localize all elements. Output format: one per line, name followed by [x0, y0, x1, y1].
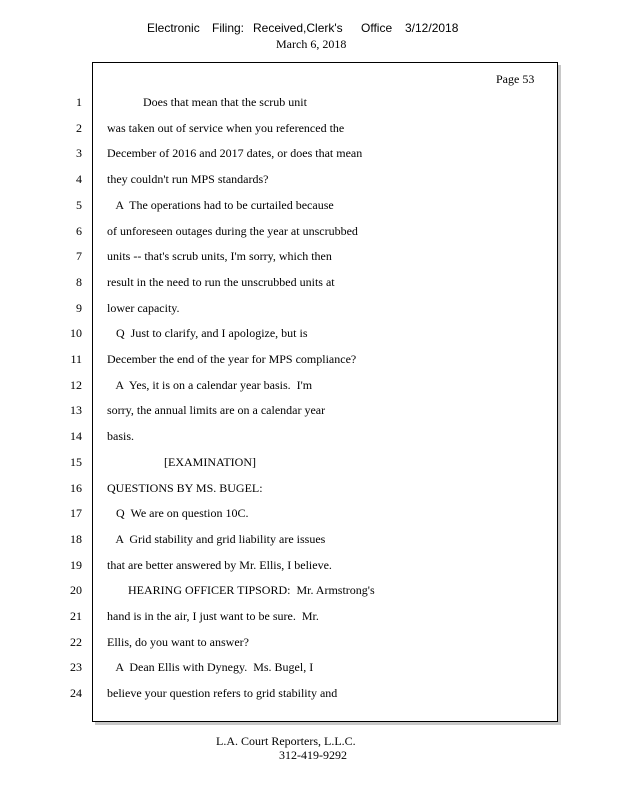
line-number: 17: [70, 506, 82, 520]
line-text: Q Just to clarify, and I apologize, but is: [107, 326, 308, 340]
footer-company: L.A. Court Reporters, L.L.C.: [216, 734, 356, 748]
line-text: Ellis, do you want to answer?: [107, 635, 249, 649]
line-text: QUESTIONS BY MS. BUGEL:: [107, 481, 263, 495]
line-number: 3: [76, 146, 82, 160]
line-number: 20: [70, 583, 82, 597]
line-number: 7: [76, 249, 82, 263]
line-text: units -- that's scrub units, I'm sorry, which then: [107, 249, 332, 263]
header-received-clerks: Received,Clerk's: [253, 21, 343, 35]
transcript-date: March 6, 2018: [276, 37, 347, 51]
line-text: that are better answered by Mr. Ellis, I believe.: [107, 558, 332, 572]
line-number: 24: [70, 686, 82, 700]
line-text: Q We are on question 10C.: [107, 506, 249, 520]
header-office: Office: [361, 21, 393, 35]
line-number: 21: [70, 609, 82, 623]
header-electronic: Electronic: [147, 21, 200, 35]
line-number: 6: [76, 224, 82, 238]
line-text: they couldn't run MPS standards?: [107, 172, 269, 186]
header-filing: Filing:: [212, 21, 245, 35]
line-number: 4: [76, 172, 82, 186]
line-number: 22: [70, 635, 82, 649]
line-number: 2: [76, 121, 82, 135]
page-number: Page 53: [496, 72, 535, 86]
line-text: A The operations had to be curtailed because: [107, 198, 334, 212]
line-number: 8: [76, 275, 82, 289]
line-number: 5: [76, 198, 82, 212]
line-number: 19: [70, 558, 82, 572]
line-text: basis.: [107, 429, 134, 443]
line-text: sorry, the annual limits are on a calendar year: [107, 403, 326, 417]
line-text: HEARING OFFICER TIPSORD: Mr. Armstrong's: [107, 583, 375, 597]
line-text: [EXAMINATION]: [107, 455, 256, 469]
line-text: result in the need to run the unscrubbed units at: [107, 275, 335, 289]
line-text: was taken out of service when you referenced the: [107, 121, 345, 135]
line-text: Does that mean that the scrub unit: [107, 95, 307, 109]
line-number: 12: [70, 378, 82, 392]
line-number: 10: [70, 326, 82, 340]
line-number: 13: [70, 403, 82, 417]
line-number: 15: [70, 455, 82, 469]
line-text: hand is in the air, I just want to be sure. Mr.: [107, 609, 319, 623]
line-number: 9: [76, 301, 82, 315]
line-text: December the end of the year for MPS compliance?: [107, 352, 357, 366]
line-text: lower capacity.: [107, 301, 180, 315]
line-number: 1: [76, 95, 82, 109]
line-text: A Dean Ellis with Dynegy. Ms. Bugel, I: [107, 660, 314, 674]
footer-phone: 312-419-9292: [279, 748, 347, 762]
line-text: of unforeseen outages during the year at unscrubbed: [107, 224, 358, 238]
line-text: A Grid stability and grid liability are issues: [107, 532, 326, 546]
line-number: 14: [70, 429, 82, 443]
line-text: A Yes, it is on a calendar year basis. I'm: [107, 378, 313, 392]
header-filed-date: 3/12/2018: [405, 21, 459, 35]
line-text: December of 2016 and 2017 dates, or does that mean: [107, 146, 363, 160]
line-number: 11: [70, 352, 82, 366]
line-text: believe your question refers to grid stability and: [107, 686, 338, 700]
line-number: 23: [70, 660, 82, 674]
line-number: 18: [70, 532, 82, 546]
line-number: 16: [70, 481, 82, 495]
